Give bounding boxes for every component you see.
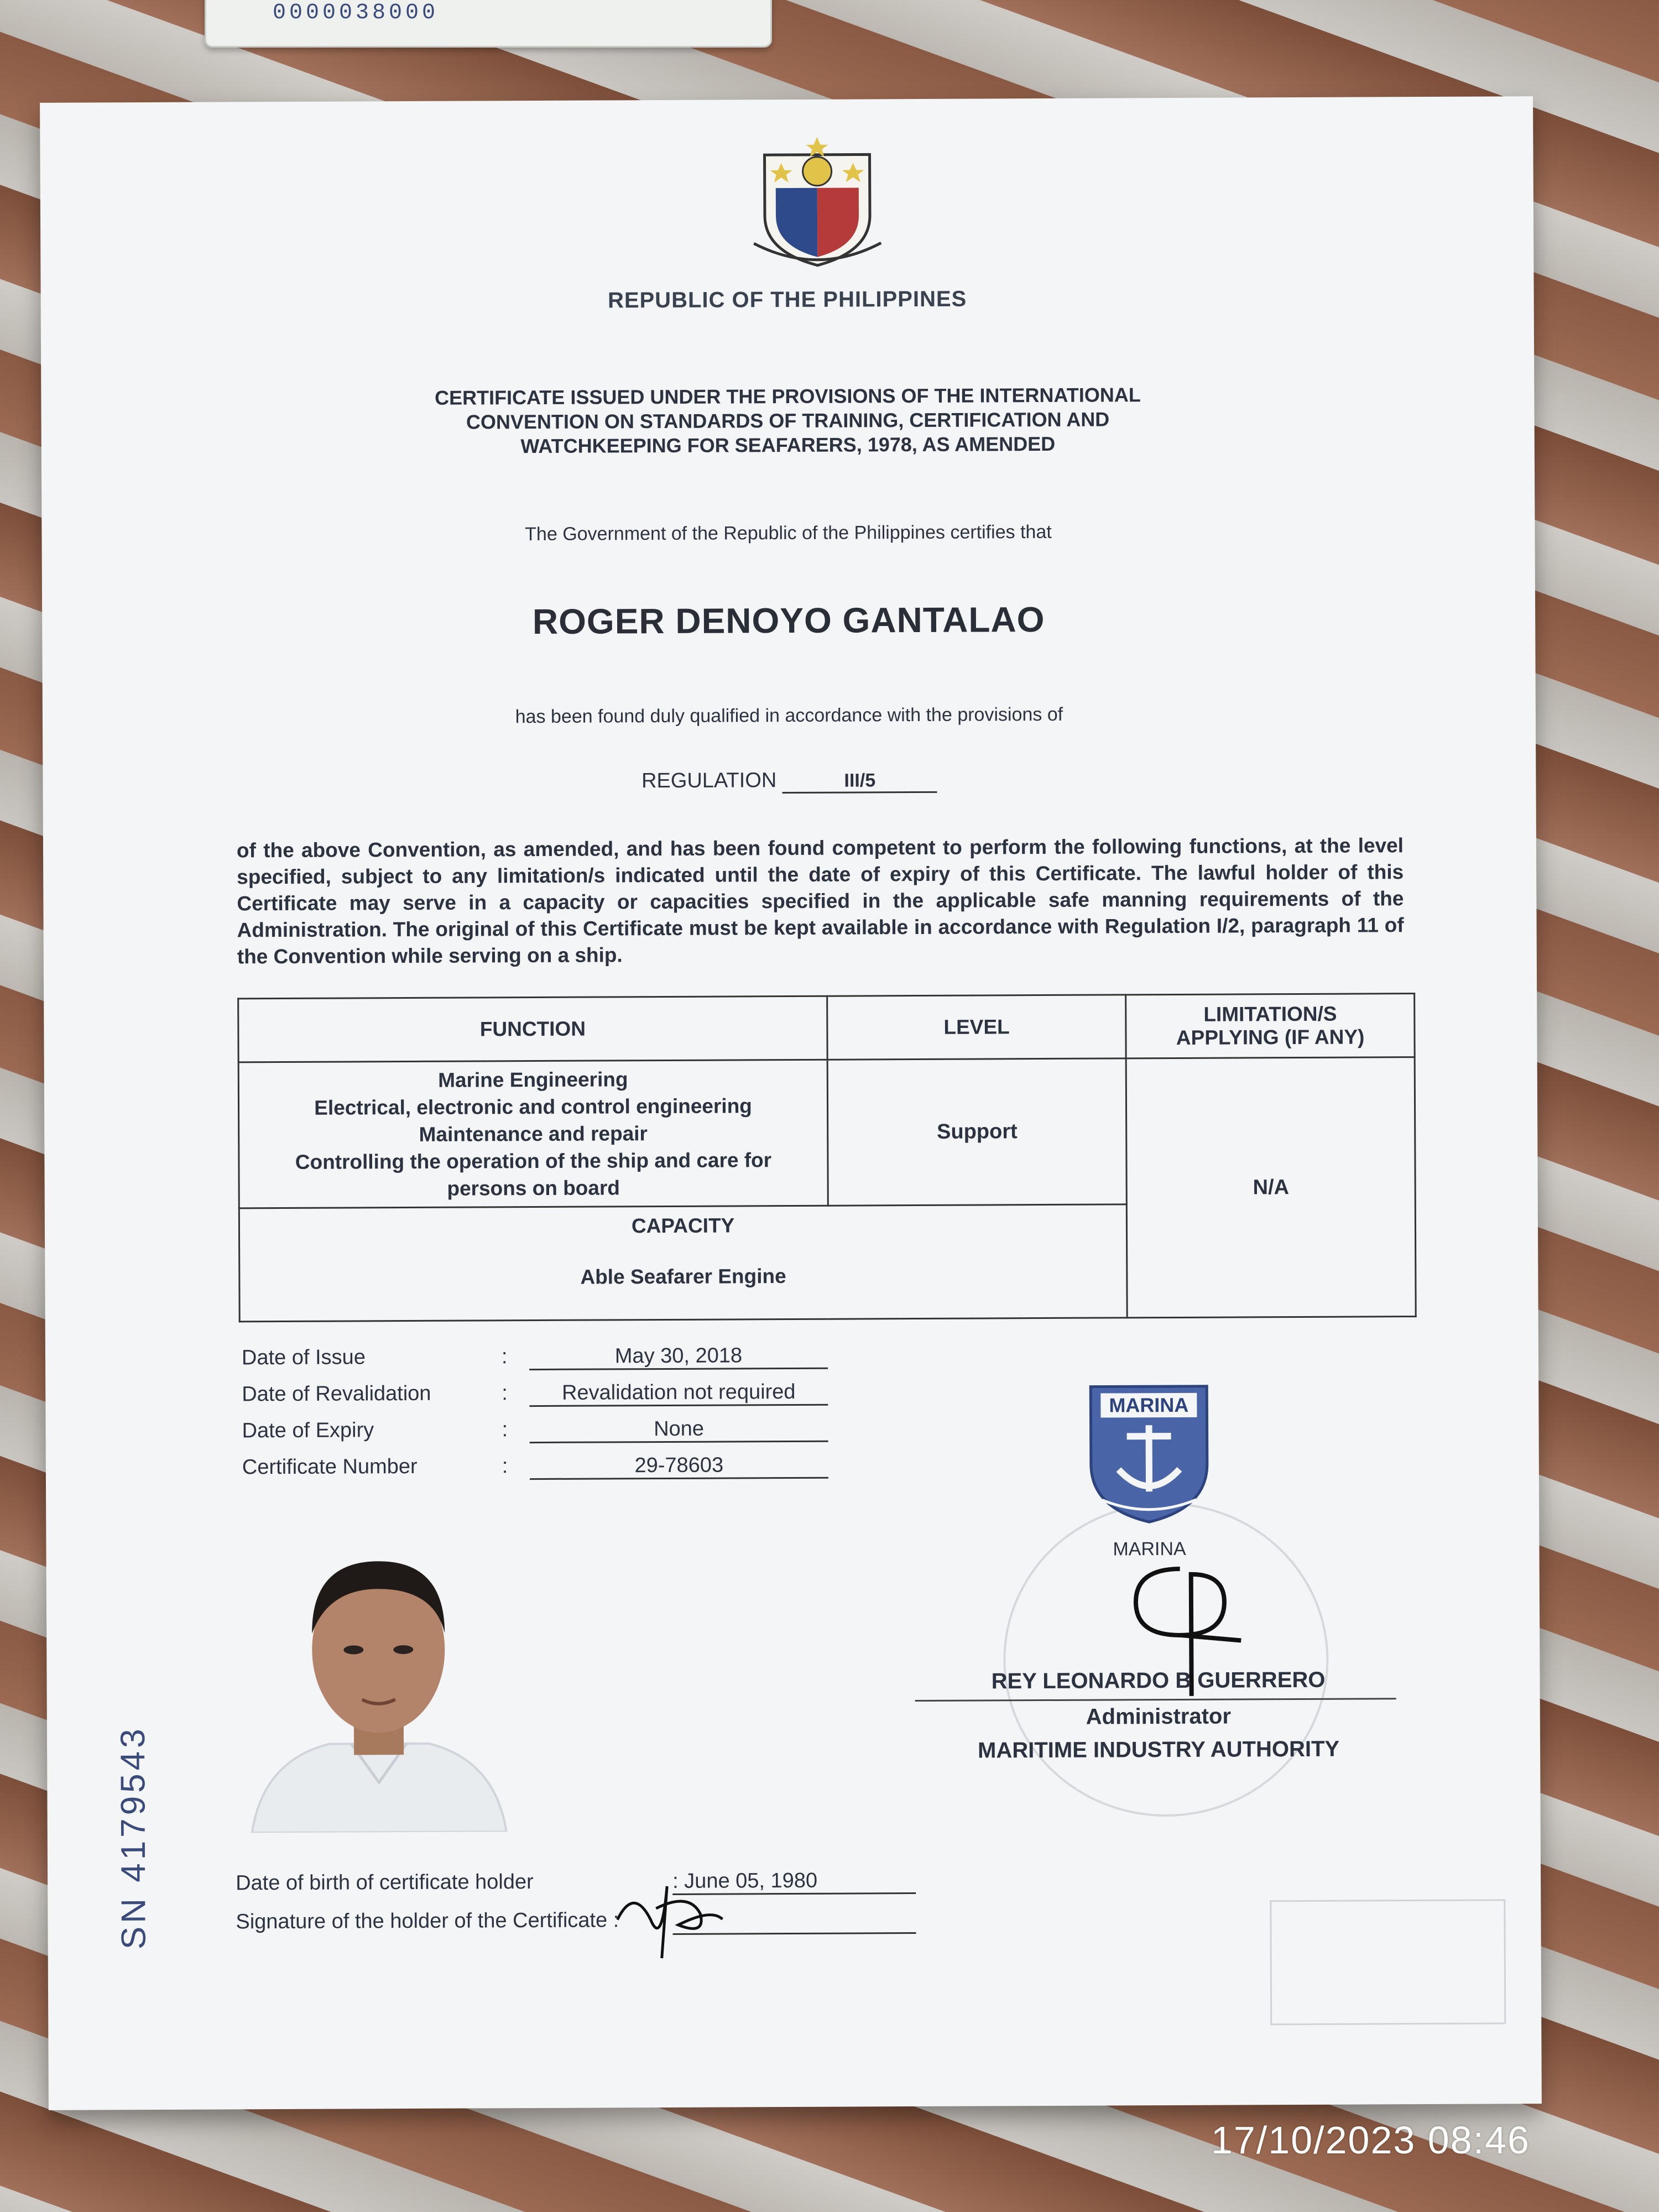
- functions-cell: [238, 1060, 828, 1208]
- administrator-name: REY LEONARDO B GUERRERO: [991, 1667, 1326, 1694]
- marina-caption: MARINA: [1113, 1538, 1186, 1560]
- limitation-header: [1126, 994, 1415, 1058]
- function-item: persons on board: [447, 1176, 620, 1200]
- stcw-line: CERTIFICATE ISSUED UNDER THE PROVISIONS OF THE INTERNATIONAL: [434, 383, 1141, 409]
- serial-number: SN 4179543: [113, 1725, 153, 1950]
- country-heading: REPUBLIC OF THE PHILIPPINES: [607, 286, 967, 313]
- detail-colon: :: [502, 1381, 508, 1405]
- dob-value: : June 05, 1980: [672, 1869, 916, 1895]
- competence-paragraph: of the above Convention, as amended, and has been found competent to perform the following functions, at the level specified, subject to any limitation/s indicated until the date of expiry of this Certificate. The lawful holder of this Certificate may serve in a capacity or capacities specified in the applicable safe manning requirements of the Administration. The original of this Certificate must be kept available in accordance with Regulation I/2, paragraph 11 of the Convention while serving on a ship.: [236, 834, 1404, 968]
- holder-photo: [239, 1522, 517, 1833]
- qualified-statement: has been found duly qualified in accordance with the provisions of: [515, 703, 1063, 728]
- detail-label: Date of Revalidation: [242, 1381, 431, 1406]
- administrator-organization: MARITIME INDUSTRY AUTHORITY: [977, 1736, 1340, 1763]
- stcw-heading: [41, 381, 1535, 461]
- detail-value: 29-78603: [530, 1453, 828, 1480]
- function-item: Controlling the operation of the ship and care for: [295, 1149, 772, 1173]
- administrator-title: Administrator: [1086, 1704, 1232, 1729]
- function-header: FUNCTION: [238, 996, 828, 1062]
- stcw-line: CONVENTION ON STANDARDS OF TRAINING, CERTIFICATION AND: [466, 408, 1110, 434]
- function-item: Marine Engineering: [438, 1068, 628, 1092]
- regulation-row: [43, 765, 1536, 797]
- detail-colon: :: [502, 1454, 508, 1478]
- functions-table: [237, 993, 1417, 1322]
- stcw-line: WATCHKEEPING FOR SEAFARERS, 1978, AS AMENDED: [520, 432, 1056, 458]
- dob-row: [236, 1869, 954, 1905]
- dob-label: Date of birth of certificate holder: [236, 1870, 534, 1895]
- holder-signature-row: [236, 1907, 954, 1944]
- faded-stamp: [1270, 1899, 1506, 2025]
- detail-label: Date of Expiry: [242, 1418, 374, 1443]
- limitation-header-line: APPLYING (IF ANY): [1176, 1025, 1365, 1049]
- philippine-seal-icon: [742, 132, 892, 271]
- detail-row-expiry: [242, 1417, 850, 1458]
- holder-signature: [601, 1875, 734, 1964]
- detail-label: Certificate Number: [242, 1454, 418, 1479]
- holder-signature-label: Signature of the holder of the Certificate :: [236, 1908, 619, 1934]
- capacity-label: CAPACITY: [631, 1214, 735, 1238]
- detail-colon: :: [502, 1418, 508, 1442]
- detail-row-certificate-number: [242, 1453, 851, 1495]
- certificate-document: [40, 96, 1542, 2110]
- function-item: Electrical, electronic and control engineering: [314, 1094, 752, 1119]
- level-value: Support: [827, 1058, 1126, 1206]
- detail-colon: :: [501, 1345, 508, 1369]
- certifies-statement: The Government of the Republic of the Philippines certifies that: [525, 521, 1052, 545]
- regulation-label: REGULATION: [641, 769, 777, 793]
- level-header: LEVEL: [827, 995, 1126, 1060]
- detail-row-issue: [242, 1344, 850, 1385]
- marina-logo-icon: [1085, 1381, 1213, 1525]
- regulation-value: III/5: [782, 770, 937, 794]
- holder-name: ROGER DENOYO GANTALAO: [532, 599, 1045, 642]
- capacity-value: Able Seafarer Engine: [580, 1265, 786, 1288]
- id-card-number: 0000038000: [273, 1, 439, 25]
- detail-value: May 30, 2018: [529, 1344, 828, 1370]
- marina-logo-text: MARINA: [1109, 1393, 1189, 1417]
- photo-timestamp: 17/10/2023 08:46: [1211, 2119, 1530, 2162]
- capacity-cell: [239, 1204, 1127, 1322]
- detail-label: Date of Issue: [241, 1345, 366, 1370]
- limitation-header-line: LIMITATION/S: [1203, 1002, 1337, 1026]
- detail-value: None: [529, 1417, 828, 1443]
- detail-row-revalidation: [242, 1380, 850, 1422]
- detail-value: Revalidation not required: [529, 1380, 828, 1407]
- background-id-card: [205, 0, 772, 48]
- function-item: Maintenance and repair: [419, 1122, 648, 1146]
- limitation-value: N/A: [1126, 1057, 1416, 1318]
